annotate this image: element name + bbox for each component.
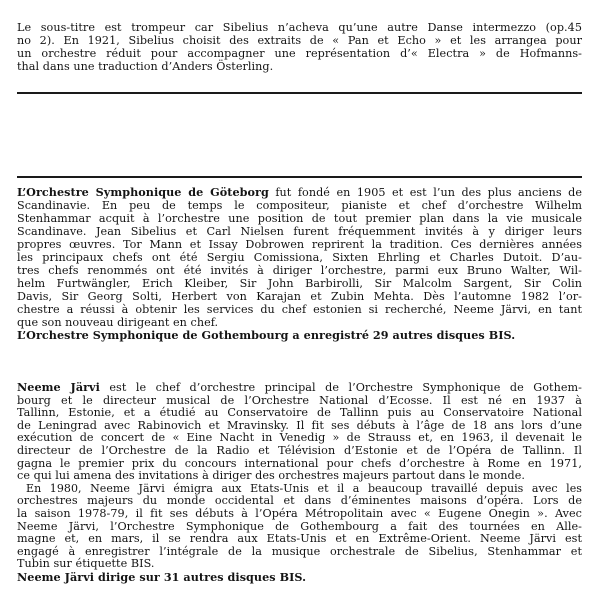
text-line: ce qui lui amena des invitations à diriger des orchestres majeurs partout dans le monde. <box>17 469 526 483</box>
text-line: orchestres majeurs du monde occidental et dans d’éminentes maisons d’opéra. Lors de <box>17 494 582 508</box>
text-line: helm Furtwängler, Erich Kleiber, Sir John Barbirolli, Sir Malcolm Sargent, Sir Colin <box>17 277 582 290</box>
text-fragment: est le chef d’orchestre principal de l’Orchestre Symphonique de Gothem- <box>99 381 582 394</box>
horizontal-rule <box>17 176 582 178</box>
text-line: thal dans une traduction d’Anders Österling. <box>17 60 274 73</box>
text-line: Scandinave. Jean Sibelius et Carl Nielsen furent fréquemment invités à y diriger leurs <box>17 225 582 238</box>
text-line: les principaux chefs ont été Sergiu Comissiona, Sixten Ehrling et Charles Dutoit. D’au- <box>17 251 582 264</box>
text-line: Stenhammar acquit à l’orchestre une position de tout premier plan dans la vie musicale <box>17 212 582 225</box>
text-fragment: fut fondé en 1905 et est l’un des plus anciens de <box>268 186 582 199</box>
text-line: exécution de concert de « Eine Nacht in Venedig » de Strauss et, en 1963, il devenait le <box>17 431 582 445</box>
paragraph-subtitle-note <box>17 21 582 73</box>
text-line: gagna le premier prix du concours international pour chefs d’orchestre à Rome en 1971, <box>17 456 582 470</box>
paragraph-conductor-bio <box>17 381 582 585</box>
text-line: la saison 1978-79, il fit ses débuts à l’Opéra Métropolitain avec « Eugene Onegin ». Avec <box>17 506 582 520</box>
text-line <box>17 186 582 199</box>
discography-note <box>17 571 582 585</box>
conductor-name: Neeme Järvi <box>17 380 100 394</box>
text-line: directeur de l’Orchestre de la Radio et Télévision d’Estonie et de l’Opéra de Tallinn. Il <box>17 443 582 457</box>
text-line: que son nouveau dirigeant en chef. <box>17 316 219 329</box>
text-line: magne et, en mars, il se rendra aux Etats-Unis et en Extrême-Orient. Neeme Järvi est <box>17 532 582 546</box>
paragraph-orchestra-bio <box>17 186 582 342</box>
orchestra-name: L’Orchestre Symphonique de Göteborg <box>17 185 269 199</box>
horizontal-rule <box>17 92 582 94</box>
text-line: chestre a réussi à obtenir les services du chef estonien si recherché, Neeme Järvi, en tant <box>17 303 582 316</box>
text-line: bourg et le directeur musical de l’Orchestre National d’Ecosse. Il est né en 1937 à <box>17 393 582 407</box>
discography-count-text: L’Orchestre Symphonique de Gothembourg a enregistré 29 autres disques BIS. <box>17 328 516 342</box>
discography-note <box>17 329 582 342</box>
text-line: Scandinavie. En peu de temps le compositeur, pianiste et chef d’orchestre Wilhelm <box>17 199 582 212</box>
text-line: Tubin sur étiquette BIS. <box>17 557 155 571</box>
text-line: un orchestre réduit pour accompagner une représentation d’« Electra » de Hofmanns- <box>17 47 582 60</box>
text-line: de Leningrad avec Rabinovich et Mravinsky. Il fit ses débuts à l’âge de 18 ans lors d’une <box>17 418 582 432</box>
text-line: tres chefs renommés ont été invités à diriger l’orchestre, parmi eux Bruno Walter, Wil- <box>17 264 582 277</box>
text-line: Le sous-titre est trompeur car Sibelius n’acheva qu’une autre Danse intermezzo (op.45 <box>17 21 582 34</box>
text-line: propres œuvres. Tor Mann et Issay Dobrowen reprirent la tradition. Ces dernières années <box>17 238 582 251</box>
text-line: Tallinn, Estonie, et a étudié au Conservatoire de Tallinn puis au Conservatoire National <box>17 406 582 420</box>
text-line: En 1980, Neeme Järvi émigra aux Etats-Unis et il a beaucoup travaillé depuis avec les <box>26 481 582 495</box>
discography-count-text: Neeme Järvi dirige sur 31 autres disques BIS. <box>17 569 307 584</box>
text-line <box>17 381 582 395</box>
text-line: engagé à enregistrer l’intégrale de la musique orchestrale de Sibelius, Stenhammar et <box>17 544 582 558</box>
text-line: no 2). En 1921, Sibelius choisit des extraits de « Pan et Echo » et les arrangea pour <box>17 34 582 47</box>
text-line: Davis, Sir Georg Solti, Herbert von Karajan et Zubin Mehta. Dès l’automne 1982 l’or- <box>17 290 582 303</box>
text-line: Neeme Järvi, l’Orchestre Symphonique de Gothembourg a fait des tournées en Alle- <box>17 519 582 533</box>
